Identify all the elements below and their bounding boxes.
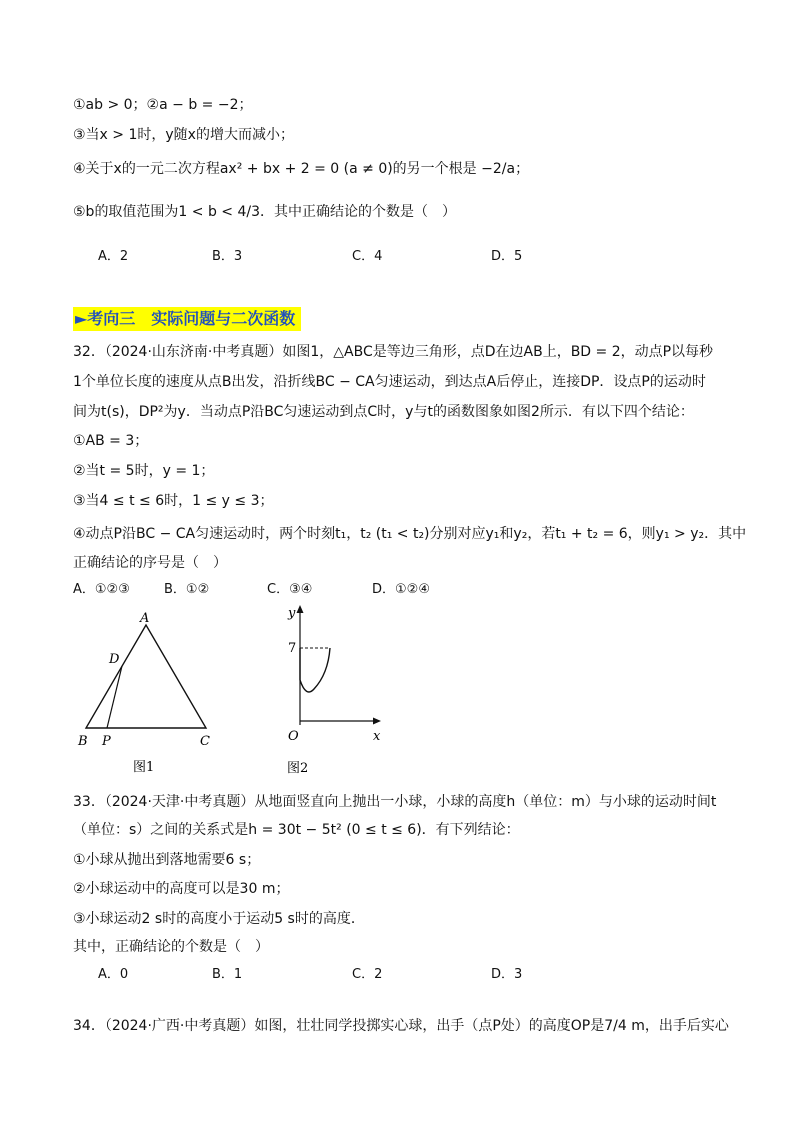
q32-option-b: B．①②: [164, 582, 210, 597]
q32-line-3: 间为t(s)，DP²为y．当动点P沿BC匀速运动到点C时，y与t的函数图象如图2所示．有以下四个结论：: [73, 404, 694, 420]
q32-conclusion-2: ②当t = 5时，y = 1；: [73, 463, 215, 479]
q33-ask: 其中，正确结论的个数是（ ）: [73, 939, 269, 955]
q34-line-1: 34．（2024·广西·中考真题）如图，壮壮同学投掷实心球，出手（点P处）的高度OP是7/4 m，出手后实心: [73, 1018, 729, 1034]
y-axis-label: y: [288, 606, 296, 621]
q32-conclusion-4: ④动点P沿BC − CA匀速运动时，两个时刻t₁，t₂ (t₁ < t₂)分别对应y₁和y₂，若t₁ + t₂ = 6，则y₁ > y₂．其中: [73, 526, 747, 542]
y-axis-arrow: [297, 605, 304, 613]
q32-conclusion-3: ③当4 ≤ t ≤ 6时，1 ≤ y ≤ 3；: [73, 493, 274, 509]
q33-line-1: 33．（2024·天津·中考真题）从地面竖直向上抛出一小球，小球的高度h（单位：m）与小球的运动时间t: [73, 794, 717, 810]
prev-option-a: A．2: [98, 249, 129, 264]
q33-option-b: B．1: [212, 967, 243, 982]
q33-option-c: C．2: [352, 967, 383, 982]
q32-option-a: A．①②③: [73, 582, 130, 597]
figure-1-caption: 图1: [133, 760, 155, 775]
label-p: P: [102, 734, 111, 749]
q33-option-d: D．3: [491, 967, 523, 982]
q32-option-d: D．①②④: [372, 582, 430, 597]
tick-label-7: 7: [288, 641, 297, 656]
segment-dp: [107, 666, 122, 728]
label-c: C: [200, 734, 210, 749]
q32-line-1: 32．（2024·山东济南·中考真题）如图1，△ABC是等边三角形，点D在边AB上，BD = 2，动点P以每秒: [73, 344, 714, 360]
label-a: A: [140, 611, 150, 626]
q32-conclusion-4-cont: 正确结论的序号是（ ）: [73, 555, 227, 571]
section-heading: ►考向三 实际问题与二次函数: [73, 307, 301, 331]
q33-line-2: （单位：s）之间的关系式是h = 30t − 5t² (0 ≤ t ≤ 6)．有下列结论：: [73, 822, 520, 838]
prev-conclusion-5: ⑤b的取值范围为1 < b < 4/3．其中正确结论的个数是（ ）: [73, 204, 457, 220]
q32-figure-1: [75, 605, 225, 780]
x-axis-label: x: [373, 729, 381, 744]
figure-2-caption: 图2: [287, 761, 309, 776]
q32-option-c: C．③④: [267, 582, 313, 597]
q32-conclusion-1: ①AB = 3；: [73, 433, 149, 449]
x-axis-arrow: [373, 718, 381, 725]
triangle-abc: [86, 625, 206, 728]
q32-figure-2: [280, 600, 400, 780]
label-d: D: [109, 652, 120, 667]
prev-conclusion-4: ④关于x的一元二次方程ax² + bx + 2 = 0 (a ≠ 0)的另一个根是 −2/a；: [73, 161, 530, 177]
graph-curve: [300, 648, 330, 692]
prev-conclusion-1: ①ab > 0；②a − b = −2；: [73, 97, 253, 113]
label-b: B: [78, 734, 88, 749]
prev-option-b: B．3: [212, 249, 243, 264]
q33-conclusion-1: ①小球从抛出到落地需要6 s；: [73, 852, 261, 868]
q33-conclusion-3: ③小球运动2 s时的高度小于运动5 s时的高度．: [73, 911, 365, 927]
prev-conclusion-3: ③当x > 1时，y随x的增大而减小；: [73, 127, 294, 143]
prev-option-d: D．5: [491, 249, 523, 264]
q33-option-a: A．0: [98, 967, 129, 982]
prev-option-c: C．4: [352, 249, 383, 264]
q32-line-2: 1个单位长度的速度从点B出发，沿折线BC − CA匀速运动，到达点A后停止，连接DP．设点P的运动时: [73, 374, 706, 390]
origin-label: O: [288, 729, 299, 744]
q33-conclusion-2: ②小球运动中的高度可以是30 m；: [73, 881, 290, 897]
